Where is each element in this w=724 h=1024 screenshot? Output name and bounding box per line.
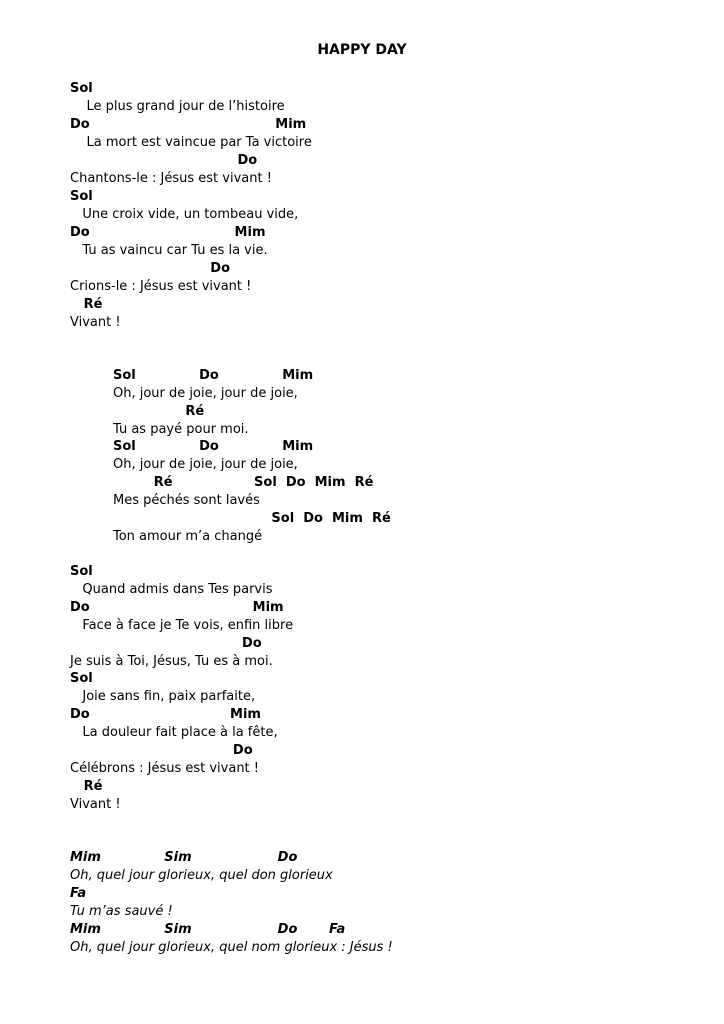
chord-line: Do [70, 261, 231, 276]
lyric-line: Oh, quel jour glorieux, quel don glorieux [70, 868, 333, 883]
chord-line: Mim Sim Do Fa [70, 922, 346, 937]
lyric-line: Crions-le : Jésus est vivant ! [70, 279, 252, 294]
lyric-line: Vivant ! [70, 315, 121, 330]
chord-line: Do [70, 153, 258, 168]
lyric-line: Célébrons : Jésus est vivant ! [70, 761, 260, 776]
lyric-line: Oh, jour de joie, jour de joie, [113, 457, 298, 472]
chord-line: Do Mim [70, 225, 266, 240]
chord-line: Ré [70, 779, 103, 794]
chord-line: Do Mim [70, 117, 307, 132]
chord-line: Do Mim [70, 707, 261, 722]
lyric-line: Quand admis dans Tes parvis [70, 582, 273, 597]
lyric-line: Le plus grand jour de l’histoire [70, 99, 285, 114]
lyric-line: Je suis à Toi, Jésus, Tu es à moi. [70, 654, 273, 669]
chord-line: Sol [70, 189, 93, 204]
lyric-line: Tu m’as sauvé ! [70, 904, 173, 919]
lyric-line: Oh, jour de joie, jour de joie, [113, 386, 298, 401]
chord-line: Mim Sim Do [70, 850, 298, 865]
lyric-line: Chantons-le : Jésus est vivant ! [70, 171, 272, 186]
lyric-line: Tu as vaincu car Tu es la vie. [70, 243, 268, 258]
chord-line: Do [70, 743, 253, 758]
lyric-line: Oh, quel jour glorieux, quel nom glorieux : Jésus ! [70, 940, 393, 955]
lyric-line: Une croix vide, un tombeau vide, [70, 207, 299, 222]
chord-line: Sol Do Mim [113, 368, 314, 383]
chord-line: Sol Do Mim Ré [113, 511, 391, 526]
chord-line: Ré Sol Do Mim Ré [113, 475, 374, 490]
lyric-line: La douleur fait place à la fête, [70, 725, 278, 740]
lyric-line: La mort est vaincue par Ta victoire [70, 135, 312, 150]
chord-line: Sol [70, 671, 93, 686]
chord-line: Ré [70, 297, 103, 312]
lyric-line: Mes péchés sont lavés [113, 493, 260, 508]
lyric-line: Tu as payé pour moi. [113, 422, 249, 437]
chord-line: Do Mim [70, 600, 284, 615]
lyric-line: Face à face je Te vois, enfin libre [70, 618, 294, 633]
chord-line: Ré [113, 404, 205, 419]
chord-line: Sol Do Mim [113, 439, 314, 454]
chord-line: Sol [70, 564, 93, 579]
lyric-line: Ton amour m’a changé [113, 529, 263, 544]
chord-line: Fa [70, 886, 87, 901]
chord-line: Do [70, 636, 262, 651]
chord-line: Sol [70, 81, 93, 96]
lyric-line: Joie sans fin, paix parfaite, [70, 689, 256, 704]
song-title: HAPPY DAY [317, 42, 407, 58]
lyric-line: Vivant ! [70, 797, 121, 812]
